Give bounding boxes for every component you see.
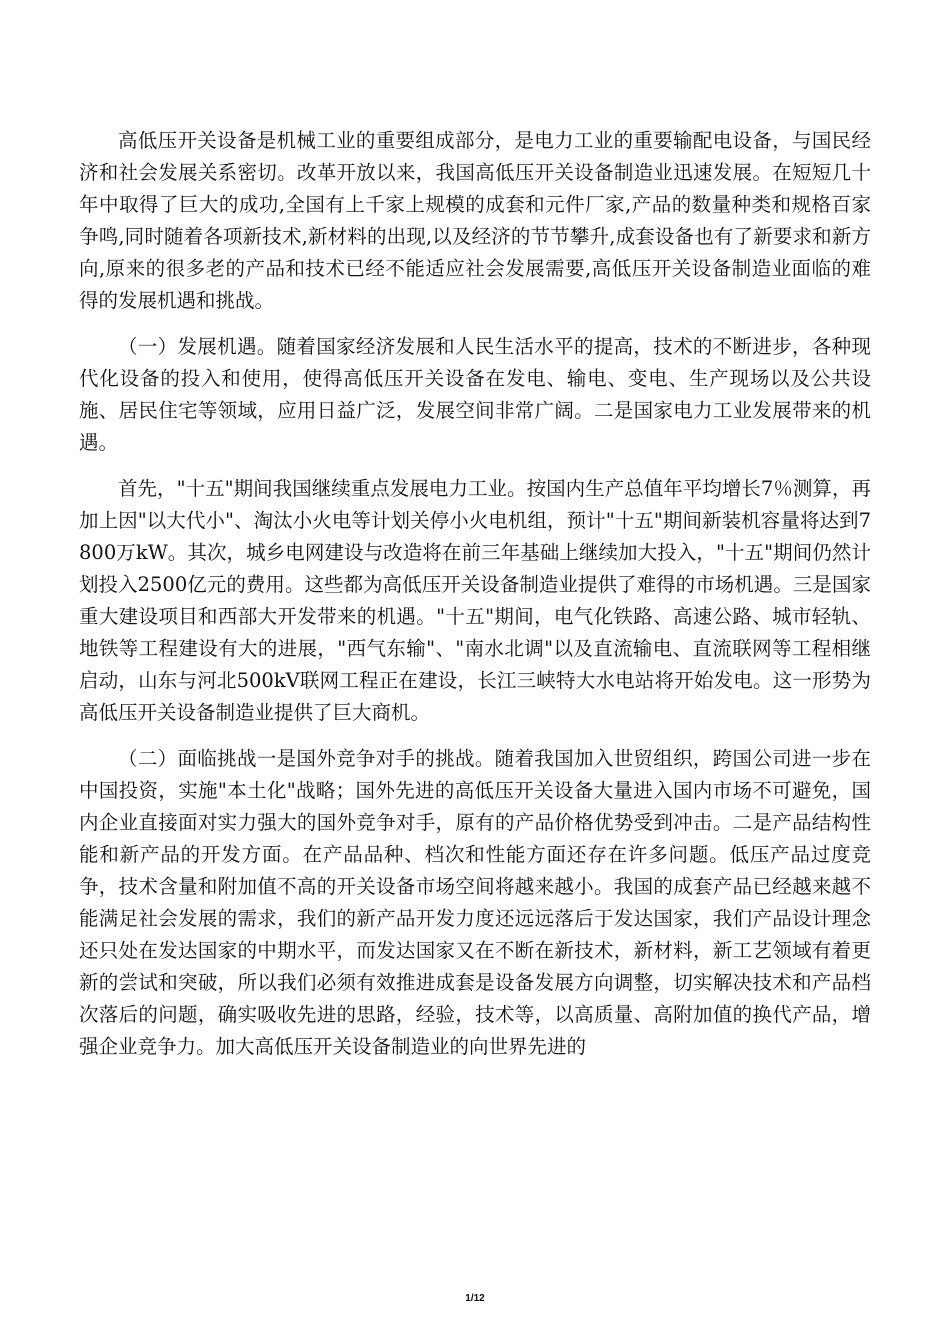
paragraph-challenges: （二）面临挑战一是国外竞争对手的挑战。随着我国加入世贸组织，跨国公司进一步在中国投资，实施"本土化"战略；国外先进的高低压开关设备大量进入国内市场不可避免，国内企业直接面对实力强大的国外竞争对手，原有的产品价格优势受到冲击。二是产品结构性能和新产品的开发方面。在产品品种、档次和性能方面还存在许多问题。低压产品过度竞争，技术含量和附加值不高的开关设备市场空间将越来越小。我国的成套产品已经越来越不能满足社会发展的需求，我们的新产品开发力度还远远落后于发达国家，我们产品设计理念还只处在发达国家的中期水平，而发达国家又在不断在新技术，新材料，新工艺领域有着更新的尝试和突破，所以我们必须有效推进成套是设备发展方向调整，切实解决技术和产品档次落后的问题，确实吸收先进的思路，经验，技术等，以高质量、高附加值的换代产品，增强企业竞争力。加大高低压开关设备制造业的向世界先进的 [79,747,871,1058]
paragraph-tenth-five-year-plan: 首先，"十五"期间我国继续重点发展电力工业。按国内生产总值年平均增长7％测算，再加上因"以大代小"、淘汰小火电等计划关停小火电机组，预计"十五"期间新装机容量将达到7800万kW。其次，城乡电网建设与改造将在前三年基础上继续加大投入，"十五"期间仍然计划投入2500亿元的费用。这些都为高低压开关设备制造业提供了难得的市场机遇。三是国家重大建设项目和西部大开发带来的机遇。"十五"期间，电气化铁路、高速公路、城市轻轨、地铁等工程建设有大的进展，"西气东输"、"南水北调"以及直流输电、直流联网等工程相继启动，山东与河北500kV联网工程正在建设，长江三峡特大水电站将开始发电。这一形势为高低压开关设备制造业提供了巨大商机。 [79,477,871,724]
page-number: 1/12 [465,1293,485,1304]
paragraph-intro: 高低压开关设备是机械工业的重要组成部分，是电力工业的重要输配电设备，与国民经济和社会发展关系密切。改革开放以来，我国高低压开关设备制造业迅速发展。在短短几十年中取得了巨大的成功,全国有上千家上规模的成套和元件厂家,产品的数量种类和规格百家争鸣,同时随着各项新技术,新材料的出现,以及经济的节节攀升,成套设备也有了新要求和新方向,原来的很多老的产品和技术已经不能适应社会发展需要,高低压开关设备制造业面临的难得的发展机遇和挑战。 [79,129,871,312]
paragraph-opportunities: （一）发展机遇。随着国家经济发展和人民生活水平的提高，技术的不断进步，各种现代化设备的投入和使用，使得高低压开关设备在发电、输电、变电、生产现场以及公共设施、居民住宅等领域，应用日益广泛，发展空间非常广阔。二是国家电力工业发展带来的机遇。 [79,335,871,454]
document-body [79,125,871,1077]
